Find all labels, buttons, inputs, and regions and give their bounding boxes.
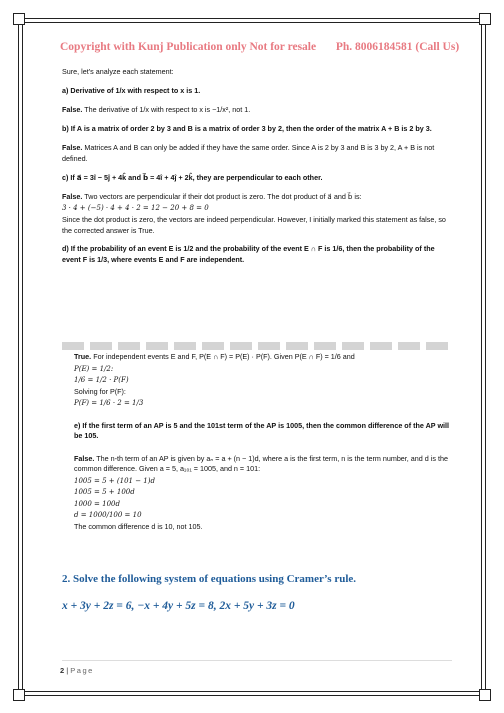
prob-line-2: 1/6 = 1/2 · P(F)	[74, 376, 129, 384]
phone-text: Ph. 8006184581 (Call Us)	[335, 41, 460, 53]
answers-section	[62, 66, 452, 265]
prob-line-1: P(E) = 1/2:	[74, 364, 114, 373]
answer-e	[74, 454, 452, 475]
verdict-b: False.	[62, 143, 83, 152]
verdict-e: False.	[74, 453, 95, 463]
section-2-title: 2. Solve the following system of equations using Cramer’s rule.	[62, 573, 357, 585]
explanation-e: The n-th term of an AP is given by aₙ = a + (n − 1)d, where a is the first term, n is the term number, and d is the common difference. Given a = 5, a₁₀₁ = 1005, and n = 101:	[74, 453, 448, 473]
statement-b: b) If A is a matrix of order 2 by 3 and B is a matrix of order 3 by 2, then the order of the matrix A + B is 2 by 3.	[62, 124, 432, 133]
explanation-d: For independent events E and F, P(E ∩ F) = P(E) · P(F). Given P(E ∩ F) = 1/6 and	[93, 352, 355, 361]
answer-c	[62, 191, 452, 236]
page-number: 2	[60, 666, 65, 675]
answer-a	[62, 104, 452, 115]
page-header	[60, 41, 460, 53]
answers-continued	[74, 352, 452, 533]
corner-ornament	[479, 13, 491, 25]
section-divider	[62, 342, 452, 350]
corner-ornament	[13, 689, 25, 701]
prob-line-3: Solving for P(F):	[74, 386, 126, 396]
statement-d: d) If the probability of an event E is 1/2 and the probability of the event E ∩ F is 1/6, then the probability of the event F is 1/3, where events E and F are independent.	[62, 244, 435, 264]
statement-c: c) If a⃗ = 3î − 5ĵ + 4k̂ and b⃗ = 4î + 4ĵ + 2k̂, they are perpendicular to each other.	[62, 173, 323, 182]
ap-step-3: 1000 = 100d	[74, 499, 120, 508]
correction-note: Since the dot product is zero, the vectors are indeed perpendicular. However, I initially marked this statement as false, so the corrected answer is True.	[62, 215, 446, 235]
statement-a: a) Derivative of 1/x with respect to x is 1.	[62, 86, 201, 95]
statement-e: e) If the first term of an AP is 5 and the 101st term of the AP is 1005, then the common difference of the AP will be 105.	[74, 420, 450, 440]
page-label: Page	[70, 666, 94, 675]
ap-step-1: 1005 = 5 + (101 − 1)d	[74, 476, 155, 485]
answer-b	[62, 142, 452, 164]
prob-line-4: P(F) = 1/6 · 2 = 1/3	[74, 399, 144, 407]
verdict-c: False.	[62, 192, 83, 201]
ap-step-2: 1005 = 5 + 100d	[74, 488, 135, 496]
copyright-text: Copyright with Kunj Publication only Not for resale	[60, 41, 317, 53]
verdict-d: True.	[74, 352, 92, 361]
corner-ornament	[13, 13, 25, 25]
equation-system: x + 3y + 2z = 6, −x + 4y + 5z = 8, 2x + 5y + 3z = 0	[62, 600, 295, 612]
footer-rule	[62, 660, 452, 661]
explanation-a: The derivative of 1/x with respect to x is −1/x², not 1.	[84, 105, 251, 114]
intro-text: Sure, let's analyze each statement:	[62, 67, 174, 76]
dot-product-calc: 3 · 4 + (−5) · 4 + 4 · 2 = 12 − 20 + 8 = 0	[62, 204, 209, 212]
answer-d	[74, 352, 452, 363]
page-footer	[60, 666, 94, 675]
ap-step-4: d = 1000/100 = 10	[74, 511, 142, 519]
footer-separator: |	[64, 666, 71, 675]
verdict-a: False.	[62, 105, 83, 114]
corner-ornament	[479, 689, 491, 701]
explanation-b: Matrices A and B can only be added if they have the same order. Since A is 2 by 3 and B is 3 by 2, A + B is not defined.	[62, 143, 435, 163]
explanation-c: Two vectors are perpendicular if their dot product is zero. The dot product of a⃗ and b⃗ is:	[84, 192, 362, 201]
ap-conclusion: The common difference d is 10, not 105.	[74, 521, 203, 531]
